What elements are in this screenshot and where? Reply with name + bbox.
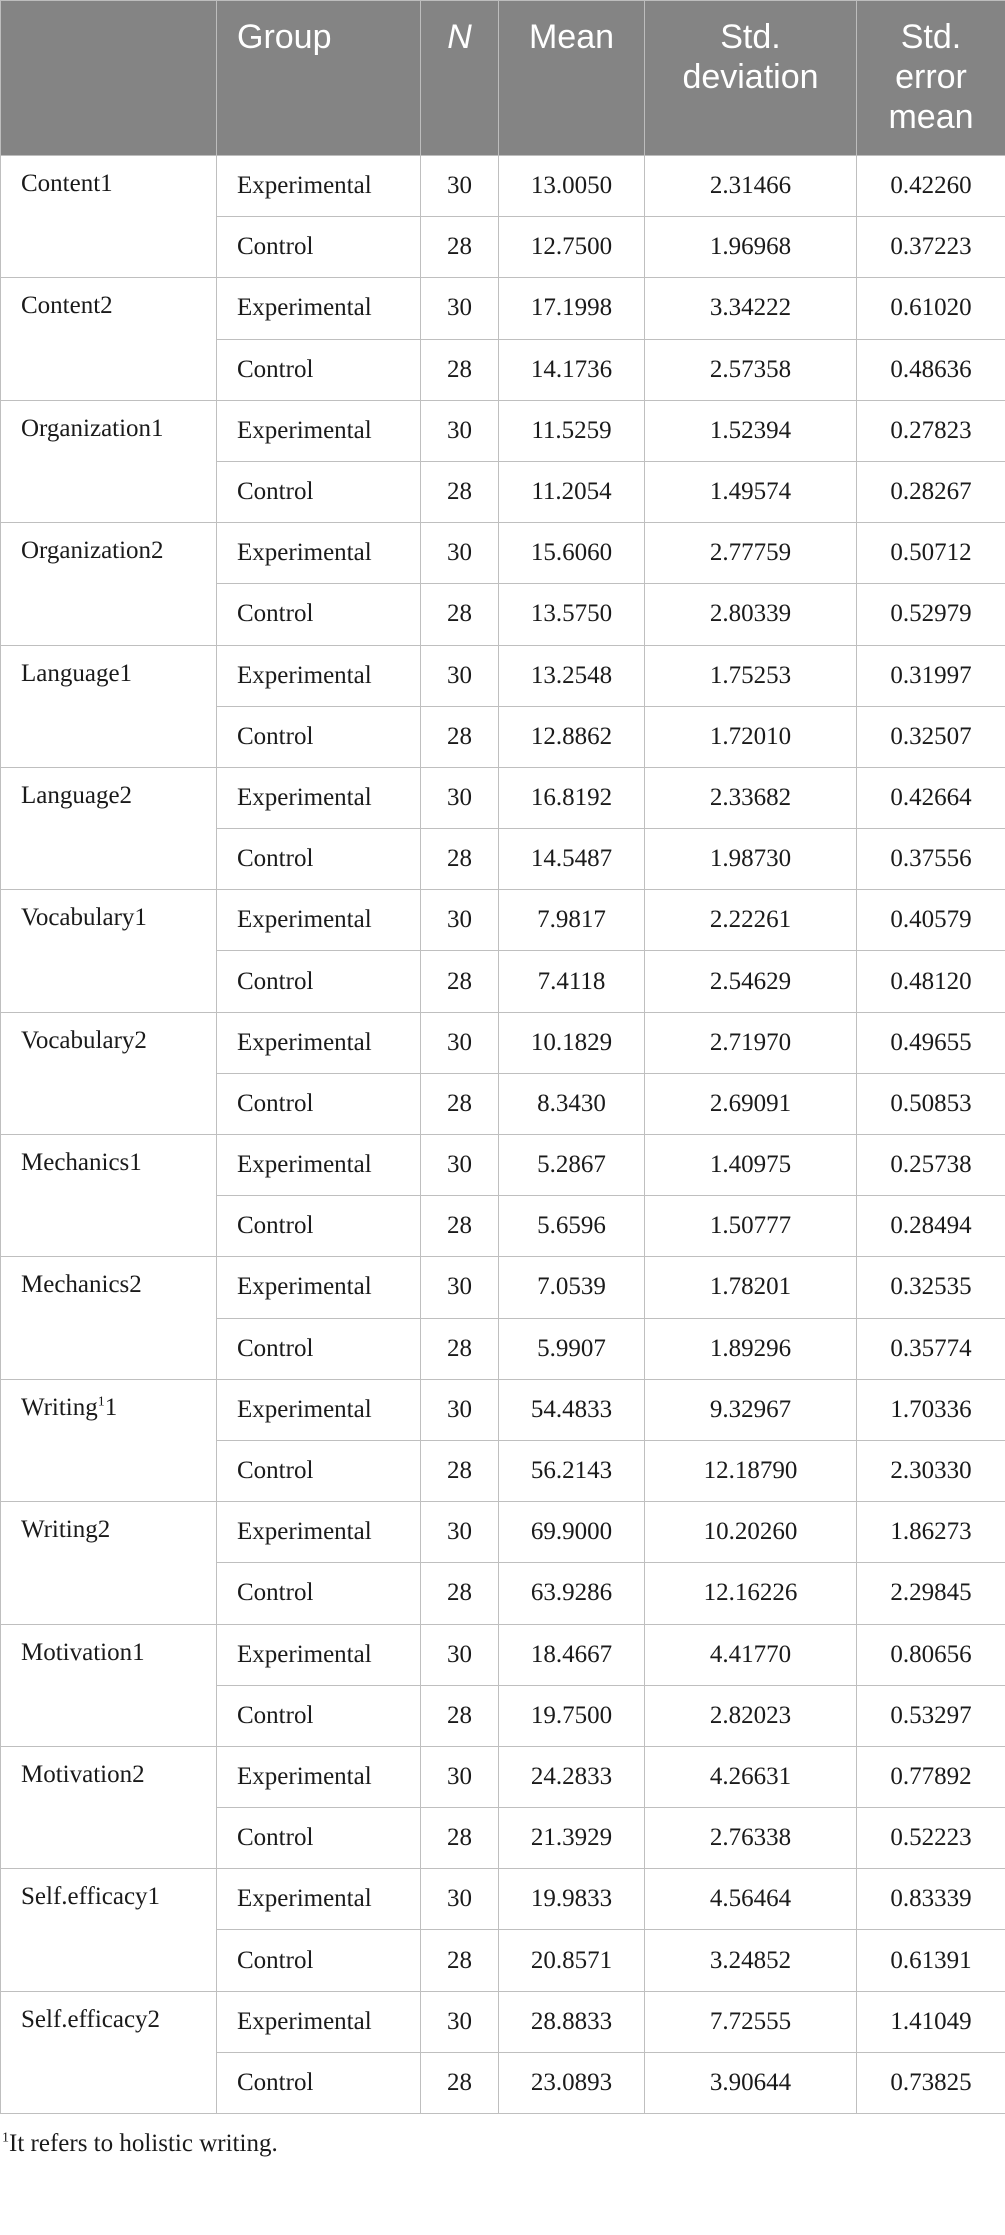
variable-cell <box>1 278 217 400</box>
std-deviation-cell: 10.20260 <box>645 1502 857 1563</box>
std-deviation-cell: 1.50777 <box>645 1196 857 1257</box>
header-n: N <box>421 1 499 156</box>
mean-cell: 12.8862 <box>499 706 645 767</box>
n-cell: 30 <box>421 523 499 584</box>
variable-cell <box>1 890 217 1012</box>
std-error-mean-cell: 0.80656 <box>857 1624 1005 1685</box>
n-cell: 30 <box>421 890 499 951</box>
std-error-mean-cell: 0.28494 <box>857 1196 1005 1257</box>
std-deviation-cell: 12.18790 <box>645 1440 857 1501</box>
n-cell: 30 <box>421 1869 499 1930</box>
variable-name: Language2 <box>21 781 133 809</box>
group-cell: Experimental <box>217 1624 421 1685</box>
variable-cell <box>1 400 217 522</box>
variable-name: Vocabulary1 <box>21 904 147 932</box>
n-cell: 30 <box>421 767 499 828</box>
std-error-mean-cell: 0.52223 <box>857 1808 1005 1869</box>
mean-cell: 13.2548 <box>499 645 645 706</box>
n-cell: 28 <box>421 339 499 400</box>
std-error-mean-cell: 0.50853 <box>857 1073 1005 1134</box>
n-cell: 30 <box>421 400 499 461</box>
header-row <box>1 1 1005 156</box>
std-deviation-cell: 1.75253 <box>645 645 857 706</box>
n-cell: 30 <box>421 1502 499 1563</box>
n-cell: 30 <box>421 1746 499 1807</box>
n-cell: 30 <box>421 1991 499 2052</box>
std-error-mean-cell: 0.42260 <box>857 156 1005 217</box>
group-cell: Control <box>217 1073 421 1134</box>
table-row <box>1 1746 1005 1807</box>
group-cell: Experimental <box>217 278 421 339</box>
variable-cell <box>1 1135 217 1257</box>
table-header <box>1 1 1005 156</box>
table-row <box>1 645 1005 706</box>
mean-cell: 7.9817 <box>499 890 645 951</box>
mean-cell: 21.3929 <box>499 1808 645 1869</box>
mean-cell: 12.7500 <box>499 217 645 278</box>
variable-name: Language1 <box>21 659 133 687</box>
variable-name: Organization2 <box>21 537 164 565</box>
group-cell: Experimental <box>217 1869 421 1930</box>
mean-cell: 14.1736 <box>499 339 645 400</box>
header-mean: Mean <box>499 1 645 156</box>
variable-cell <box>1 1624 217 1746</box>
n-cell: 30 <box>421 1135 499 1196</box>
n-cell: 30 <box>421 156 499 217</box>
mean-cell: 19.7500 <box>499 1685 645 1746</box>
std-error-mean-cell: 0.50712 <box>857 523 1005 584</box>
std-error-mean-cell: 2.29845 <box>857 1563 1005 1624</box>
group-cell: Experimental <box>217 1379 421 1440</box>
table-row <box>1 156 1005 217</box>
group-cell: Control <box>217 951 421 1012</box>
variable-name: Motivation1 <box>21 1638 145 1666</box>
std-error-mean-cell: 0.35774 <box>857 1318 1005 1379</box>
n-cell: 28 <box>421 1808 499 1869</box>
std-deviation-cell: 2.82023 <box>645 1685 857 1746</box>
variable-name: Content2 <box>21 292 113 320</box>
mean-cell: 14.5487 <box>499 829 645 890</box>
table-row <box>1 1012 1005 1073</box>
mean-cell: 13.5750 <box>499 584 645 645</box>
variable-name: Organization1 <box>21 414 164 442</box>
std-deviation-cell: 1.40975 <box>645 1135 857 1196</box>
group-cell: Experimental <box>217 1257 421 1318</box>
table-row <box>1 1379 1005 1440</box>
table-body <box>1 156 1005 2114</box>
mean-cell: 17.1998 <box>499 278 645 339</box>
group-cell: Experimental <box>217 890 421 951</box>
variable-cell <box>1 1379 217 1501</box>
variable-cell <box>1 1257 217 1379</box>
group-cell: Control <box>217 584 421 645</box>
mean-cell: 13.0050 <box>499 156 645 217</box>
std-deviation-cell: 1.49574 <box>645 461 857 522</box>
std-error-mean-cell: 0.37556 <box>857 829 1005 890</box>
variable-name: Self.efficacy2 <box>21 2005 161 2033</box>
mean-cell: 5.6596 <box>499 1196 645 1257</box>
std-error-mean-cell: 0.73825 <box>857 2052 1005 2113</box>
footnote-marker: 1 <box>2 2130 9 2146</box>
group-cell: Experimental <box>217 1135 421 1196</box>
std-error-mean-cell: 0.31997 <box>857 645 1005 706</box>
std-deviation-cell: 4.26631 <box>645 1746 857 1807</box>
n-cell: 28 <box>421 1930 499 1991</box>
variable-cell <box>1 1502 217 1624</box>
mean-cell: 54.4833 <box>499 1379 645 1440</box>
std-deviation-cell: 2.69091 <box>645 1073 857 1134</box>
group-cell: Experimental <box>217 1746 421 1807</box>
std-error-mean-cell: 0.40579 <box>857 890 1005 951</box>
group-cell: Control <box>217 339 421 400</box>
mean-cell: 8.3430 <box>499 1073 645 1134</box>
n-cell: 28 <box>421 1196 499 1257</box>
group-cell: Control <box>217 217 421 278</box>
std-deviation-cell: 2.77759 <box>645 523 857 584</box>
n-cell: 28 <box>421 217 499 278</box>
group-cell: Experimental <box>217 1502 421 1563</box>
group-cell: Control <box>217 706 421 767</box>
std-error-mean-cell: 0.48636 <box>857 339 1005 400</box>
mean-cell: 18.4667 <box>499 1624 645 1685</box>
mean-cell: 23.0893 <box>499 2052 645 2113</box>
header-std-error-mean: Std. error mean <box>857 1 1005 156</box>
n-cell: 28 <box>421 706 499 767</box>
n-cell: 28 <box>421 1563 499 1624</box>
group-cell: Control <box>217 1685 421 1746</box>
std-deviation-cell: 4.41770 <box>645 1624 857 1685</box>
std-error-mean-cell: 0.61020 <box>857 278 1005 339</box>
std-deviation-cell: 2.33682 <box>645 767 857 828</box>
group-cell: Control <box>217 1440 421 1501</box>
std-deviation-cell: 9.32967 <box>645 1379 857 1440</box>
header-std-deviation: Std. deviation <box>645 1 857 156</box>
variable-cell <box>1 1746 217 1868</box>
std-error-mean-cell: 0.61391 <box>857 1930 1005 1991</box>
n-cell: 28 <box>421 951 499 1012</box>
std-deviation-cell: 3.90644 <box>645 2052 857 2113</box>
header-group: Group <box>217 1 421 156</box>
group-cell: Experimental <box>217 767 421 828</box>
header-variable <box>1 1 217 156</box>
mean-cell: 7.4118 <box>499 951 645 1012</box>
variable-cell <box>1 1869 217 1991</box>
n-cell: 28 <box>421 1073 499 1134</box>
std-error-mean-cell: 2.30330 <box>857 1440 1005 1501</box>
std-error-mean-cell: 1.41049 <box>857 1991 1005 2052</box>
variable-name: Vocabulary2 <box>21 1026 147 1054</box>
footnote-text: It refers to holistic writing. <box>9 2130 278 2157</box>
group-cell: Control <box>217 2052 421 2113</box>
mean-cell: 11.5259 <box>499 400 645 461</box>
group-cell: Experimental <box>217 523 421 584</box>
mean-cell: 56.2143 <box>499 1440 645 1501</box>
std-deviation-cell: 12.16226 <box>645 1563 857 1624</box>
mean-cell: 11.2054 <box>499 461 645 522</box>
variable-cell <box>1 1991 217 2113</box>
mean-cell: 28.8833 <box>499 1991 645 2052</box>
std-error-mean-cell: 0.52979 <box>857 584 1005 645</box>
std-deviation-cell: 3.34222 <box>645 278 857 339</box>
std-error-mean-cell: 0.42664 <box>857 767 1005 828</box>
std-error-mean-cell: 0.48120 <box>857 951 1005 1012</box>
std-error-mean-cell: 1.86273 <box>857 1502 1005 1563</box>
std-deviation-cell: 1.96968 <box>645 217 857 278</box>
variable-name: Mechanics1 <box>21 1149 142 1176</box>
std-deviation-cell: 7.72555 <box>645 1991 857 2052</box>
variable-name: Writing <box>21 1393 98 1421</box>
mean-cell: 24.2833 <box>499 1746 645 1807</box>
footnote-reference: 1 <box>97 1394 105 1410</box>
table-row <box>1 1257 1005 1318</box>
variable-name: Writing2 <box>21 1516 111 1544</box>
std-deviation-cell: 2.76338 <box>645 1808 857 1869</box>
n-cell: 28 <box>421 1685 499 1746</box>
group-cell: Control <box>217 461 421 522</box>
table-row <box>1 1135 1005 1196</box>
mean-cell: 69.9000 <box>499 1502 645 1563</box>
variable-suffix: 1 <box>104 1393 118 1421</box>
std-error-mean-cell: 0.28267 <box>857 461 1005 522</box>
variable-cell <box>1 156 217 278</box>
std-deviation-cell: 1.89296 <box>645 1318 857 1379</box>
variable-cell <box>1 645 217 767</box>
mean-cell: 5.9907 <box>499 1318 645 1379</box>
mean-cell: 16.8192 <box>499 767 645 828</box>
group-cell: Control <box>217 1318 421 1379</box>
table-row <box>1 1991 1005 2052</box>
std-deviation-cell: 2.57358 <box>645 339 857 400</box>
mean-cell: 19.9833 <box>499 1869 645 1930</box>
mean-cell: 20.8571 <box>499 1930 645 1991</box>
n-cell: 28 <box>421 1440 499 1501</box>
variable-cell <box>1 1012 217 1134</box>
table-row <box>1 767 1005 828</box>
n-cell: 28 <box>421 2052 499 2113</box>
std-error-mean-cell: 1.70336 <box>857 1379 1005 1440</box>
variable-name: Motivation2 <box>21 1760 145 1788</box>
n-cell: 30 <box>421 645 499 706</box>
std-error-mean-cell: 0.27823 <box>857 400 1005 461</box>
std-error-mean-cell: 0.37223 <box>857 217 1005 278</box>
std-deviation-cell: 2.22261 <box>645 890 857 951</box>
table-row <box>1 1624 1005 1685</box>
variable-name: Mechanics2 <box>21 1271 142 1299</box>
std-error-mean-cell: 0.53297 <box>857 1685 1005 1746</box>
group-cell: Experimental <box>217 400 421 461</box>
std-error-mean-cell: 0.32507 <box>857 706 1005 767</box>
n-cell: 30 <box>421 1012 499 1073</box>
std-error-mean-cell: 0.77892 <box>857 1746 1005 1807</box>
table-row <box>1 400 1005 461</box>
table-row <box>1 523 1005 584</box>
n-cell: 30 <box>421 278 499 339</box>
table-row <box>1 1502 1005 1563</box>
mean-cell: 10.1829 <box>499 1012 645 1073</box>
n-cell: 30 <box>421 1379 499 1440</box>
mean-cell: 63.9286 <box>499 1563 645 1624</box>
std-deviation-cell: 2.31466 <box>645 156 857 217</box>
group-cell: Experimental <box>217 1991 421 2052</box>
table-footnote <box>0 2130 278 2158</box>
n-cell: 28 <box>421 1318 499 1379</box>
std-error-mean-cell: 0.25738 <box>857 1135 1005 1196</box>
group-cell: Control <box>217 1808 421 1869</box>
group-cell: Experimental <box>217 645 421 706</box>
std-deviation-cell: 2.54629 <box>645 951 857 1012</box>
std-deviation-cell: 1.52394 <box>645 400 857 461</box>
group-cell: Experimental <box>217 156 421 217</box>
std-deviation-cell: 2.71970 <box>645 1012 857 1073</box>
group-cell: Control <box>217 829 421 890</box>
group-cell: Experimental <box>217 1012 421 1073</box>
std-deviation-cell: 1.98730 <box>645 829 857 890</box>
std-deviation-cell: 4.56464 <box>645 1869 857 1930</box>
n-cell: 28 <box>421 584 499 645</box>
group-cell: Control <box>217 1563 421 1624</box>
mean-cell: 5.2867 <box>499 1135 645 1196</box>
variable-cell <box>1 767 217 889</box>
variable-name: Self.efficacy1 <box>21 1883 161 1911</box>
table-row <box>1 278 1005 339</box>
table-row <box>1 890 1005 951</box>
mean-cell: 15.6060 <box>499 523 645 584</box>
n-cell: 28 <box>421 461 499 522</box>
variable-name: Content1 <box>21 170 113 197</box>
group-cell: Control <box>217 1930 421 1991</box>
n-cell: 28 <box>421 829 499 890</box>
mean-cell: 7.0539 <box>499 1257 645 1318</box>
std-deviation-cell: 1.78201 <box>645 1257 857 1318</box>
std-error-mean-cell: 0.49655 <box>857 1012 1005 1073</box>
table-row <box>1 1869 1005 1930</box>
variable-cell <box>1 523 217 645</box>
group-cell: Control <box>217 1196 421 1257</box>
std-error-mean-cell: 0.32535 <box>857 1257 1005 1318</box>
n-cell: 30 <box>421 1257 499 1318</box>
std-deviation-cell: 3.24852 <box>645 1930 857 1991</box>
n-cell: 30 <box>421 1624 499 1685</box>
std-deviation-cell: 1.72010 <box>645 706 857 767</box>
std-deviation-cell: 2.80339 <box>645 584 857 645</box>
std-error-mean-cell: 0.83339 <box>857 1869 1005 1930</box>
